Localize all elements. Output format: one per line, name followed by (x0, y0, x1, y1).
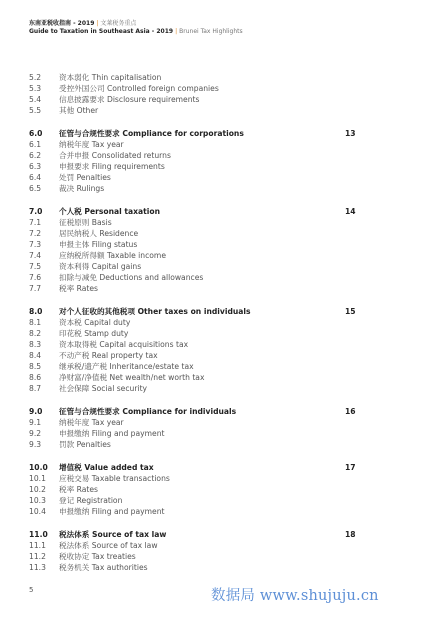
toc-section-heading[interactable] (29, 462, 409, 473)
toc-item-number: 6.2 (29, 151, 42, 160)
toc-item[interactable] (29, 439, 409, 450)
toc-item-title: 罚款 Penalties (59, 440, 111, 449)
toc-item-title: 登记 Registration (59, 496, 123, 505)
toc-section-page: 14 (345, 207, 356, 216)
toc-item-title: 税率 Rates (59, 485, 98, 494)
toc-section-page: 13 (345, 129, 356, 138)
toc-item-number: 8.4 (29, 351, 42, 360)
toc-section-number: 9.0 (29, 407, 43, 416)
toc-item-title: 印花税 Stamp duty (59, 329, 129, 338)
toc-item-title: 社会保障 Social security (59, 384, 148, 393)
toc-item-number: 8.6 (29, 373, 42, 382)
toc-item-number: 10.3 (29, 496, 46, 505)
toc-item-number: 5.2 (29, 73, 42, 82)
toc-item[interactable] (29, 473, 409, 484)
header-separator: | (96, 20, 99, 27)
toc-item[interactable] (29, 283, 409, 294)
table-of-contents (29, 72, 409, 573)
toc-item[interactable] (29, 339, 409, 350)
toc-item-title: 征税原则 Basis (59, 218, 112, 227)
toc-section-page: 17 (345, 463, 356, 472)
toc-item-number: 7.2 (29, 229, 42, 238)
toc-item[interactable] (29, 183, 409, 194)
toc-section-heading[interactable] (29, 529, 409, 540)
toc-item[interactable] (29, 261, 409, 272)
toc-section-title: 征管与合规性要求 Compliance for corporations (59, 129, 244, 138)
toc-item-number: 6.4 (29, 173, 42, 182)
header-title-en: Guide to Taxation in Southeast Asia - 2019 (29, 28, 174, 35)
toc-item[interactable] (29, 150, 409, 161)
toc-item-number: 6.1 (29, 140, 42, 149)
toc-section-number: 8.0 (29, 307, 43, 316)
header-line-english (29, 28, 243, 36)
toc-section-number: 6.0 (29, 129, 43, 138)
toc-item-title: 继承税/遗产税 Inheritance/estate tax (59, 362, 194, 371)
toc-section-title: 对个人征收的其他税项 Other taxes on individuals (59, 307, 251, 316)
toc-item-number: 7.7 (29, 284, 42, 293)
toc-item-number: 11.3 (29, 563, 46, 572)
toc-item-title: 税收协定 Tax treaties (59, 552, 136, 561)
toc-item-number: 8.2 (29, 329, 42, 338)
section-gap (29, 194, 409, 206)
toc-item-title: 受控外国公司 Controlled foreign companies (59, 84, 219, 93)
toc-item[interactable] (29, 428, 409, 439)
toc-item[interactable] (29, 417, 409, 428)
toc-item-number: 10.2 (29, 485, 46, 494)
toc-item-title: 处罚 Penalties (59, 173, 111, 182)
toc-item-title: 资本税 Capital duty (59, 318, 131, 327)
toc-item-number: 9.2 (29, 429, 42, 438)
toc-item-number: 7.1 (29, 218, 42, 227)
toc-item-title: 申报主体 Filing status (59, 240, 138, 249)
toc-section-page: 18 (345, 530, 356, 539)
toc-section-page: 15 (345, 307, 356, 316)
toc-item-title: 合并申报 Consolidated returns (59, 151, 171, 160)
toc-section-number: 11.0 (29, 530, 48, 539)
toc-item-title: 应税交易 Taxable transactions (59, 474, 170, 483)
toc-item-number: 10.4 (29, 507, 46, 516)
toc-item-title: 申报要求 Filing requirements (59, 162, 165, 171)
toc-item-title: 纳税年度 Tax year (59, 418, 124, 427)
toc-item[interactable] (29, 105, 409, 116)
toc-item-title: 其他 Other (59, 106, 99, 115)
toc-section-title: 税法体系 Source of tax law (59, 530, 167, 539)
toc-item-title: 信息披露要求 Disclosure requirements (59, 95, 200, 104)
toc-section-heading[interactable] (29, 128, 409, 139)
toc-item[interactable] (29, 350, 409, 361)
toc-item-number: 11.2 (29, 552, 46, 561)
toc-item[interactable] (29, 217, 409, 228)
toc-section-heading[interactable] (29, 406, 409, 417)
toc-item-title: 应纳税所得额 Taxable income (59, 251, 166, 260)
toc-item-number: 6.3 (29, 162, 42, 171)
toc-item-title: 资本弱化 Thin capitalisation (59, 73, 162, 82)
toc-item[interactable] (29, 250, 409, 261)
toc-item-title: 税法体系 Source of tax law (59, 541, 158, 550)
header-line-chinese (29, 20, 243, 28)
section-gap (29, 116, 409, 128)
toc-section-page: 16 (345, 407, 356, 416)
section-gap (29, 450, 409, 462)
toc-section-title: 征管与合规性要求 Compliance for individuals (59, 407, 237, 416)
toc-item[interactable] (29, 72, 409, 83)
toc-item[interactable] (29, 161, 409, 172)
toc-item[interactable] (29, 562, 409, 573)
section-gap (29, 517, 409, 529)
header-title-cn: 东南亚税收指南 - 2019 (29, 20, 95, 27)
toc-item[interactable] (29, 228, 409, 239)
toc-item[interactable] (29, 540, 409, 551)
toc-item[interactable] (29, 495, 409, 506)
toc-item-title: 扣除与减免 Deductions and allowances (59, 273, 204, 282)
toc-item-number: 6.5 (29, 184, 42, 193)
toc-item[interactable] (29, 383, 409, 394)
toc-item[interactable] (29, 239, 409, 250)
toc-item[interactable] (29, 551, 409, 562)
toc-section-number: 10.0 (29, 463, 48, 472)
toc-item[interactable] (29, 272, 409, 283)
toc-item-number: 9.1 (29, 418, 42, 427)
toc-item-title: 税务机关 Tax authorities (59, 563, 148, 572)
toc-item[interactable] (29, 328, 409, 339)
section-gap (29, 294, 409, 306)
toc-section-title: 个人税 Personal taxation (59, 207, 161, 216)
header-separator: | (175, 28, 178, 35)
toc-item[interactable] (29, 172, 409, 183)
toc-item-number: 7.6 (29, 273, 42, 282)
toc-item-number: 9.3 (29, 440, 42, 449)
toc-item-number: 8.7 (29, 384, 42, 393)
header-subtitle-cn: 文莱税务重点 (100, 20, 137, 27)
toc-section-heading[interactable] (29, 206, 409, 217)
toc-item-number: 7.4 (29, 251, 42, 260)
toc-item-title: 申报缴纳 Filing and payment (59, 429, 165, 438)
toc-section-title: 增值税 Value added tax (59, 463, 154, 472)
toc-item-number: 5.5 (29, 106, 42, 115)
toc-item-title: 资本取得税 Capital acquisitions tax (59, 340, 189, 349)
page-header (29, 20, 243, 36)
watermark: 数据局 www.shujuju.cn (211, 588, 379, 604)
toc-item-number: 11.1 (29, 541, 46, 550)
toc-section-heading[interactable] (29, 306, 409, 317)
header-subtitle-en: Brunei Tax Highlights (179, 28, 243, 35)
toc-item[interactable] (29, 317, 409, 328)
toc-item-number: 5.4 (29, 95, 42, 104)
toc-item[interactable] (29, 139, 409, 150)
toc-section-number: 7.0 (29, 207, 43, 216)
page-number: 5 (29, 586, 34, 594)
toc-item-number: 8.1 (29, 318, 42, 327)
toc-item[interactable] (29, 94, 409, 105)
toc-item[interactable] (29, 372, 409, 383)
toc-item[interactable] (29, 83, 409, 94)
toc-item-title: 纳税年度 Tax year (59, 140, 124, 149)
toc-item-number: 8.3 (29, 340, 42, 349)
toc-item-number: 7.3 (29, 240, 42, 249)
toc-item-title: 税率 Rates (59, 284, 98, 293)
toc-item-title: 资本利得 Capital gains (59, 262, 142, 271)
toc-item-title: 申报缴纳 Filing and payment (59, 507, 165, 516)
toc-item-number: 5.3 (29, 84, 42, 93)
toc-item-title: 净财富/净值税 Net wealth/net worth tax (59, 373, 205, 382)
toc-item[interactable] (29, 361, 409, 372)
toc-item-title: 裁决 Rulings (59, 184, 105, 193)
toc-item[interactable] (29, 506, 409, 517)
toc-item[interactable] (29, 484, 409, 495)
toc-item-number: 8.5 (29, 362, 42, 371)
toc-item-number: 10.1 (29, 474, 46, 483)
toc-item-title: 居民纳税人 Residence (59, 229, 139, 238)
toc-item-title: 不动产税 Real property tax (59, 351, 158, 360)
section-gap (29, 394, 409, 406)
toc-item-number: 7.5 (29, 262, 42, 271)
